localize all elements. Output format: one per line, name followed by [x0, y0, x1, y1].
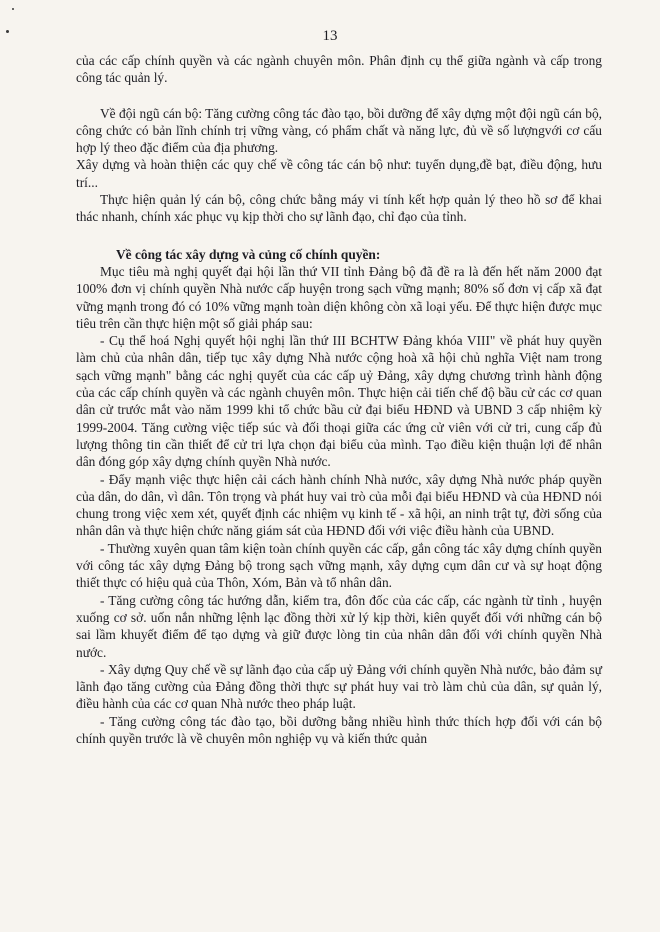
page-number: 13: [322, 28, 338, 44]
document-body: [76, 52, 602, 747]
paragraph: - Thường xuyên quan tâm kiện toàn chính quyền các cấp, gắn công tác xây dựng chính quyền với công tác xây dựng Đảng bộ trong sạch vững mạnh, xây dựng cụm dân cư và sự hoạt động thiết thực có hiệu quả của Thôn, Xóm, Bản và tổ nhân dân.: [76, 540, 602, 591]
paragraph: Xây dựng và hoàn thiện các quy chế về công tác cán bộ như: tuyển dụng,đề bạt, điều động, hưu trí...: [76, 157, 602, 190]
paragraph: - Tăng cường công tác hướng dẫn, kiểm tra, đôn đốc của các cấp, các ngành từ tỉnh , huyện xuống cơ sở. uốn nắn những lệnh lạc đồng thời xử lý kịp thời, kiên quyết đối với những cán bộ sai lầm khuyết điểm để tạo dựng và giữ được lòng tin của nhân dân đối với chính quyền Nhà nước.: [76, 592, 602, 660]
paragraph: Về đội ngũ cán bộ: Tăng cường công tác đào tạo, bồi dưỡng để xây dựng một đội ngũ cán bộ, công chức có bản lĩnh chính trị vững vàng, có phẩm chất và năng lực, đủ về số lượngvới cơ cấu hợp lý theo đặc điểm của địa phương.: [76, 105, 602, 156]
section-heading: Về công tác xây dựng và củng cố chính quyền:: [116, 246, 381, 262]
paragraph-gap: [76, 87, 602, 105]
paragraph: - Cụ thể hoá Nghị quyết hội nghị lần thứ III BCHTW Đảng khóa VIII" về phát huy quyền làm chủ của nhân dân, tiếp tục xây dựng Nhà nước cộng hoà xã hội chủ nghĩa Việt nam trong sạch vững mạnh" bằng các nghị quyết của các cấp uỷ Đảng, xây dựng chương trình hành động của các cấp chính quyền và các ngành chuyên môn. Thực hiện cải tiến chế độ bầu cử các cơ quan dân cử trước mắt vào năm 1999 khi tổ chức bầu cử đại biểu HĐND và UBND 3 cấp nhiệm kỳ 1999-2004. Tăng cường việc tiếp súc và đối thoại giữa các ứng cử viên với cử tri, cung cấp đủ lượng thông tin cần thiết để cử tri lựa chọn đại biểu của mình. Tạo điều kiện thuận lợi để nhân dân đóng góp xây dựng chính quyền Nhà nước.: [76, 333, 602, 470]
paragraph-gap: [76, 226, 602, 246]
paragraph: Mục tiêu mà nghị quyết đại hội lần thứ VII tỉnh Đảng bộ đã đề ra là đến hết năm 2000 đạt 100% đơn vị chính quyền Nhà nước cấp huyện trong sạch vững mạnh; 80% số đơn vị cấp xã đạt vững mạnh trong đó có 10% vững mạnh toàn diện không còn xã loại yếu. Để thực hiện được mục tiêu trên cần thực hiện một số giải pháp sau:: [76, 263, 602, 331]
paragraph: - Xây dựng Quy chế về sự lãnh đạo của cấp uỷ Đảng với chính quyền Nhà nước, bảo đảm sự lãnh đạo tăng cường của Đảng đồng thời thực sự phát huy vai trò làm chủ của dân, sự quản lý, điều hành của các cơ quan Nhà nước theo pháp luật.: [76, 661, 602, 712]
paragraph: - Tăng cường công tác đào tạo, bồi dưỡng bằng nhiều hình thức thích hợp đối với cán bộ chính quyền trước là về chuyên môn nghiệp vụ và kiến thức quản: [76, 713, 602, 746]
paragraph: - Đẩy mạnh việc thực hiện cải cách hành chính Nhà nước, xây dựng Nhà nước pháp quyền của dân, do dân, vì dân. Tôn trọng và phát huy vai trò của mỗi đại biểu HĐND và của HĐND nói chung trong việc xem xét, quyết định các nhiệm vụ kinh tế - xã hội, an ninh trật tự, đời sống của nhân dân và thực hiện chức năng giám sát của HĐND đối với việc điều hành của UBND.: [76, 471, 602, 539]
scan-speck: [12, 8, 14, 10]
paragraph: Thực hiện quản lý cán bộ, công chức bằng máy vi tính kết hợp quản lý theo hồ sơ để khai thác nhanh, chính xác phục vụ kịp thời cho sự lãnh đạo, chỉ đạo của tỉnh.: [76, 192, 602, 225]
paragraph: của các cấp chính quyền và các ngành chuyên môn. Phân định cụ thể giữa ngành và cấp trong công tác quản lý.: [76, 53, 602, 86]
